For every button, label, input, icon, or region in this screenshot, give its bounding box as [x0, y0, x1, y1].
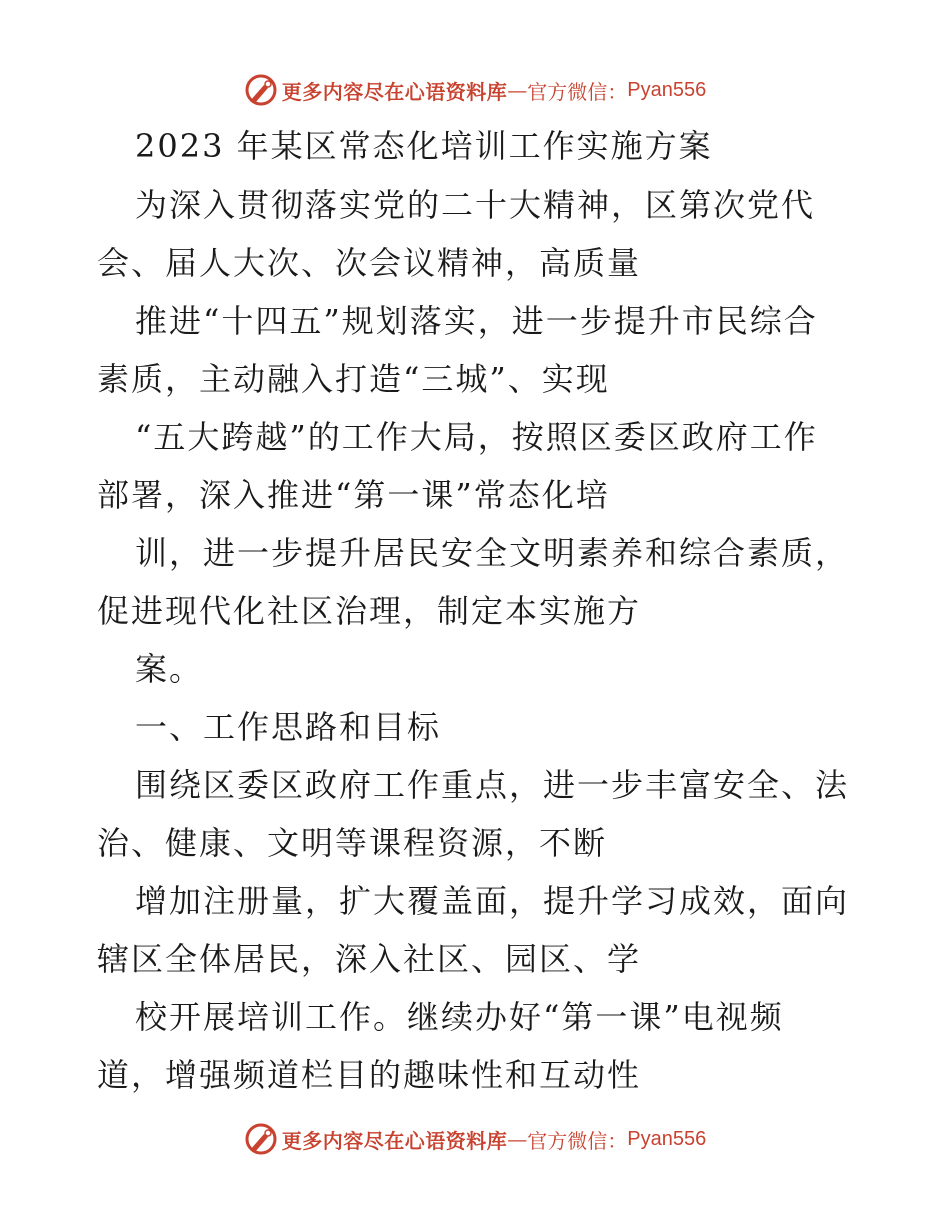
paragraph-line: 推进“十四五”规划落实，进一步提升市民综合	[135, 302, 818, 340]
paragraph-line: 围绕区委区政府工作重点，进一步丰富安全、法	[135, 766, 850, 804]
watermark-dash: —	[507, 1127, 528, 1151]
paragraph-line: 增加注册量，扩大覆盖面，提升学习成效，面向	[135, 882, 850, 920]
watermark-wechat-id: Pyan556	[627, 78, 707, 101]
document-title: 2023 年某区常态化培训工作实施方案	[135, 127, 713, 165]
watermark-main-text: 更多内容尽在心语资料库	[281, 1128, 508, 1153]
watermark-sub-text: 官方微信：	[527, 79, 628, 104]
paragraph-line: 促进现代化社区治理，制定本实施方	[97, 592, 642, 630]
section-heading: 一、工作思路和目标	[135, 708, 442, 746]
paragraph-line: 部署，深入推进“第一课”常态化培	[97, 476, 610, 514]
watermark-footer	[0, 1119, 950, 1159]
paragraph-line: 训，进一步提升居民安全文明素养和综合素质，	[135, 534, 850, 572]
paragraph-line: 治、健康、文明等课程资源，不断	[97, 824, 608, 862]
paragraph-line: 道，增强频道栏目的趣味性和互动性	[97, 1056, 642, 1094]
watermark-main-text: 更多内容尽在心语资料库	[281, 79, 508, 104]
paragraph-line: 会、届人大次、次会议精神，高质量	[97, 244, 642, 282]
paragraph-line: 校开展培训工作。继续办好“第一课”电视频	[135, 998, 784, 1036]
watermark-wechat-id: Pyan556	[627, 1127, 707, 1150]
pen-logo-icon	[244, 1122, 278, 1156]
watermark-sub-text: 官方微信：	[527, 1128, 628, 1153]
paragraph-line: 案。	[135, 650, 204, 688]
paragraph-line: 为深入贯彻落实党的二十大精神，区第次党代	[135, 186, 816, 224]
paragraph-line: “五大跨越”的工作大局，按照区委区政府工作	[135, 418, 818, 456]
paragraph-line: 素质，主动融入打造“三城”、实现	[97, 360, 610, 398]
watermark-dash: —	[507, 78, 528, 102]
paragraph-line: 辖区全体居民，深入社区、园区、学	[97, 940, 642, 978]
